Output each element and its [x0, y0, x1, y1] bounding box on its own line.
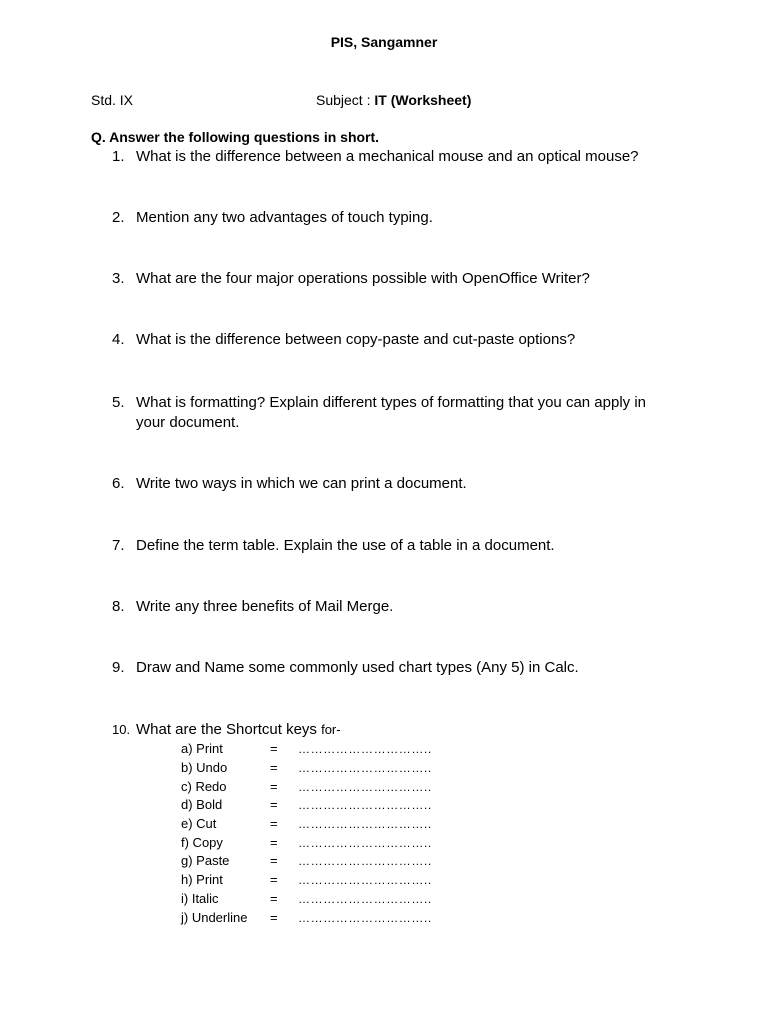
question-8: [112, 597, 652, 617]
shortcut-label: h) Print: [181, 872, 223, 887]
equals-sign: =: [270, 891, 278, 906]
subject-line: [316, 92, 471, 108]
equals-sign: =: [270, 797, 278, 812]
subject-value: IT (Worksheet): [374, 92, 472, 108]
answer-blank: …………………………..: [298, 817, 432, 831]
question-number: 6.: [112, 475, 125, 492]
shortcut-label: g) Paste: [181, 853, 230, 868]
question-text: Write two ways in which we can print a document.: [136, 475, 467, 492]
shortcut-label: i) Italic: [181, 891, 219, 906]
equals-sign: =: [270, 910, 278, 925]
equals-sign: =: [270, 760, 278, 775]
shortcut-label: e) Cut: [181, 816, 217, 831]
answer-blank: …………………………..: [298, 854, 432, 868]
question-number: 5.: [112, 394, 125, 411]
question-4: [112, 330, 652, 350]
answer-blank: …………………………..: [298, 761, 432, 775]
question-text: What are the four major operations possible with OpenOffice Writer?: [136, 270, 590, 287]
answer-blank: …………………………..: [298, 873, 432, 887]
equals-sign: =: [270, 816, 278, 831]
question-text: Mention any two advantages of touch typing.: [136, 209, 433, 226]
answer-blank: …………………………..: [298, 892, 432, 906]
question-text: Write any three benefits of Mail Merge.: [136, 598, 394, 615]
question-text-main: What are the Shortcut keys: [136, 721, 322, 738]
equals-sign: =: [270, 853, 278, 868]
shortcut-label: b) Undo: [181, 760, 228, 775]
page-title: PIS, Sangamner: [330, 34, 438, 50]
question-number: 7.: [112, 537, 125, 554]
shortcut-label: j) Underline: [181, 910, 248, 925]
question-number: 3.: [112, 270, 125, 287]
shortcut-label: a) Print: [181, 741, 223, 756]
question-text: Define the term table. Explain the use of a table in a document.: [136, 537, 555, 554]
question-2: [112, 208, 652, 228]
question-number: 9.: [112, 659, 125, 676]
equals-sign: =: [270, 741, 278, 756]
question-1: [112, 147, 652, 167]
question-5: [112, 393, 652, 433]
std-label: Std. IX: [91, 92, 134, 108]
answer-blank: …………………………..: [298, 780, 432, 794]
equals-sign: =: [270, 835, 278, 850]
answer-blank: …………………………..: [298, 798, 432, 812]
equals-sign: =: [270, 779, 278, 794]
question-7: [112, 536, 652, 556]
equals-sign: =: [270, 872, 278, 887]
shortcut-label: f) Copy: [181, 835, 223, 850]
question-6: [112, 474, 652, 494]
answer-blank: …………………………..: [298, 742, 432, 756]
question-text: What is the difference between a mechanical mouse and an optical mouse?: [136, 148, 639, 165]
question-text-suffix: for-: [321, 722, 341, 737]
question-text: [136, 720, 652, 740]
question-text: What is formatting? Explain different types of formatting that you can apply in your document.: [136, 394, 646, 431]
question-number: 2.: [112, 209, 125, 226]
question-number: 1.: [112, 148, 125, 165]
question-3: [112, 269, 652, 289]
shortcut-label: d) Bold: [181, 797, 223, 812]
answer-blank: …………………………..: [298, 911, 432, 925]
question-number: 4.: [112, 331, 125, 348]
question-number: 10.: [112, 722, 131, 737]
question-10: [112, 720, 652, 740]
question-text: Draw and Name some commonly used chart types (Any 5) in Calc.: [136, 659, 579, 676]
instruction-heading: Q. Answer the following questions in short.: [91, 129, 380, 145]
subject-label: Subject :: [316, 92, 375, 108]
shortcut-label: c) Redo: [181, 779, 227, 794]
question-9: [112, 658, 652, 678]
answer-blank: …………………………..: [298, 836, 432, 850]
question-text: What is the difference between copy-paste and cut-paste options?: [136, 331, 576, 348]
question-number: 8.: [112, 598, 125, 615]
